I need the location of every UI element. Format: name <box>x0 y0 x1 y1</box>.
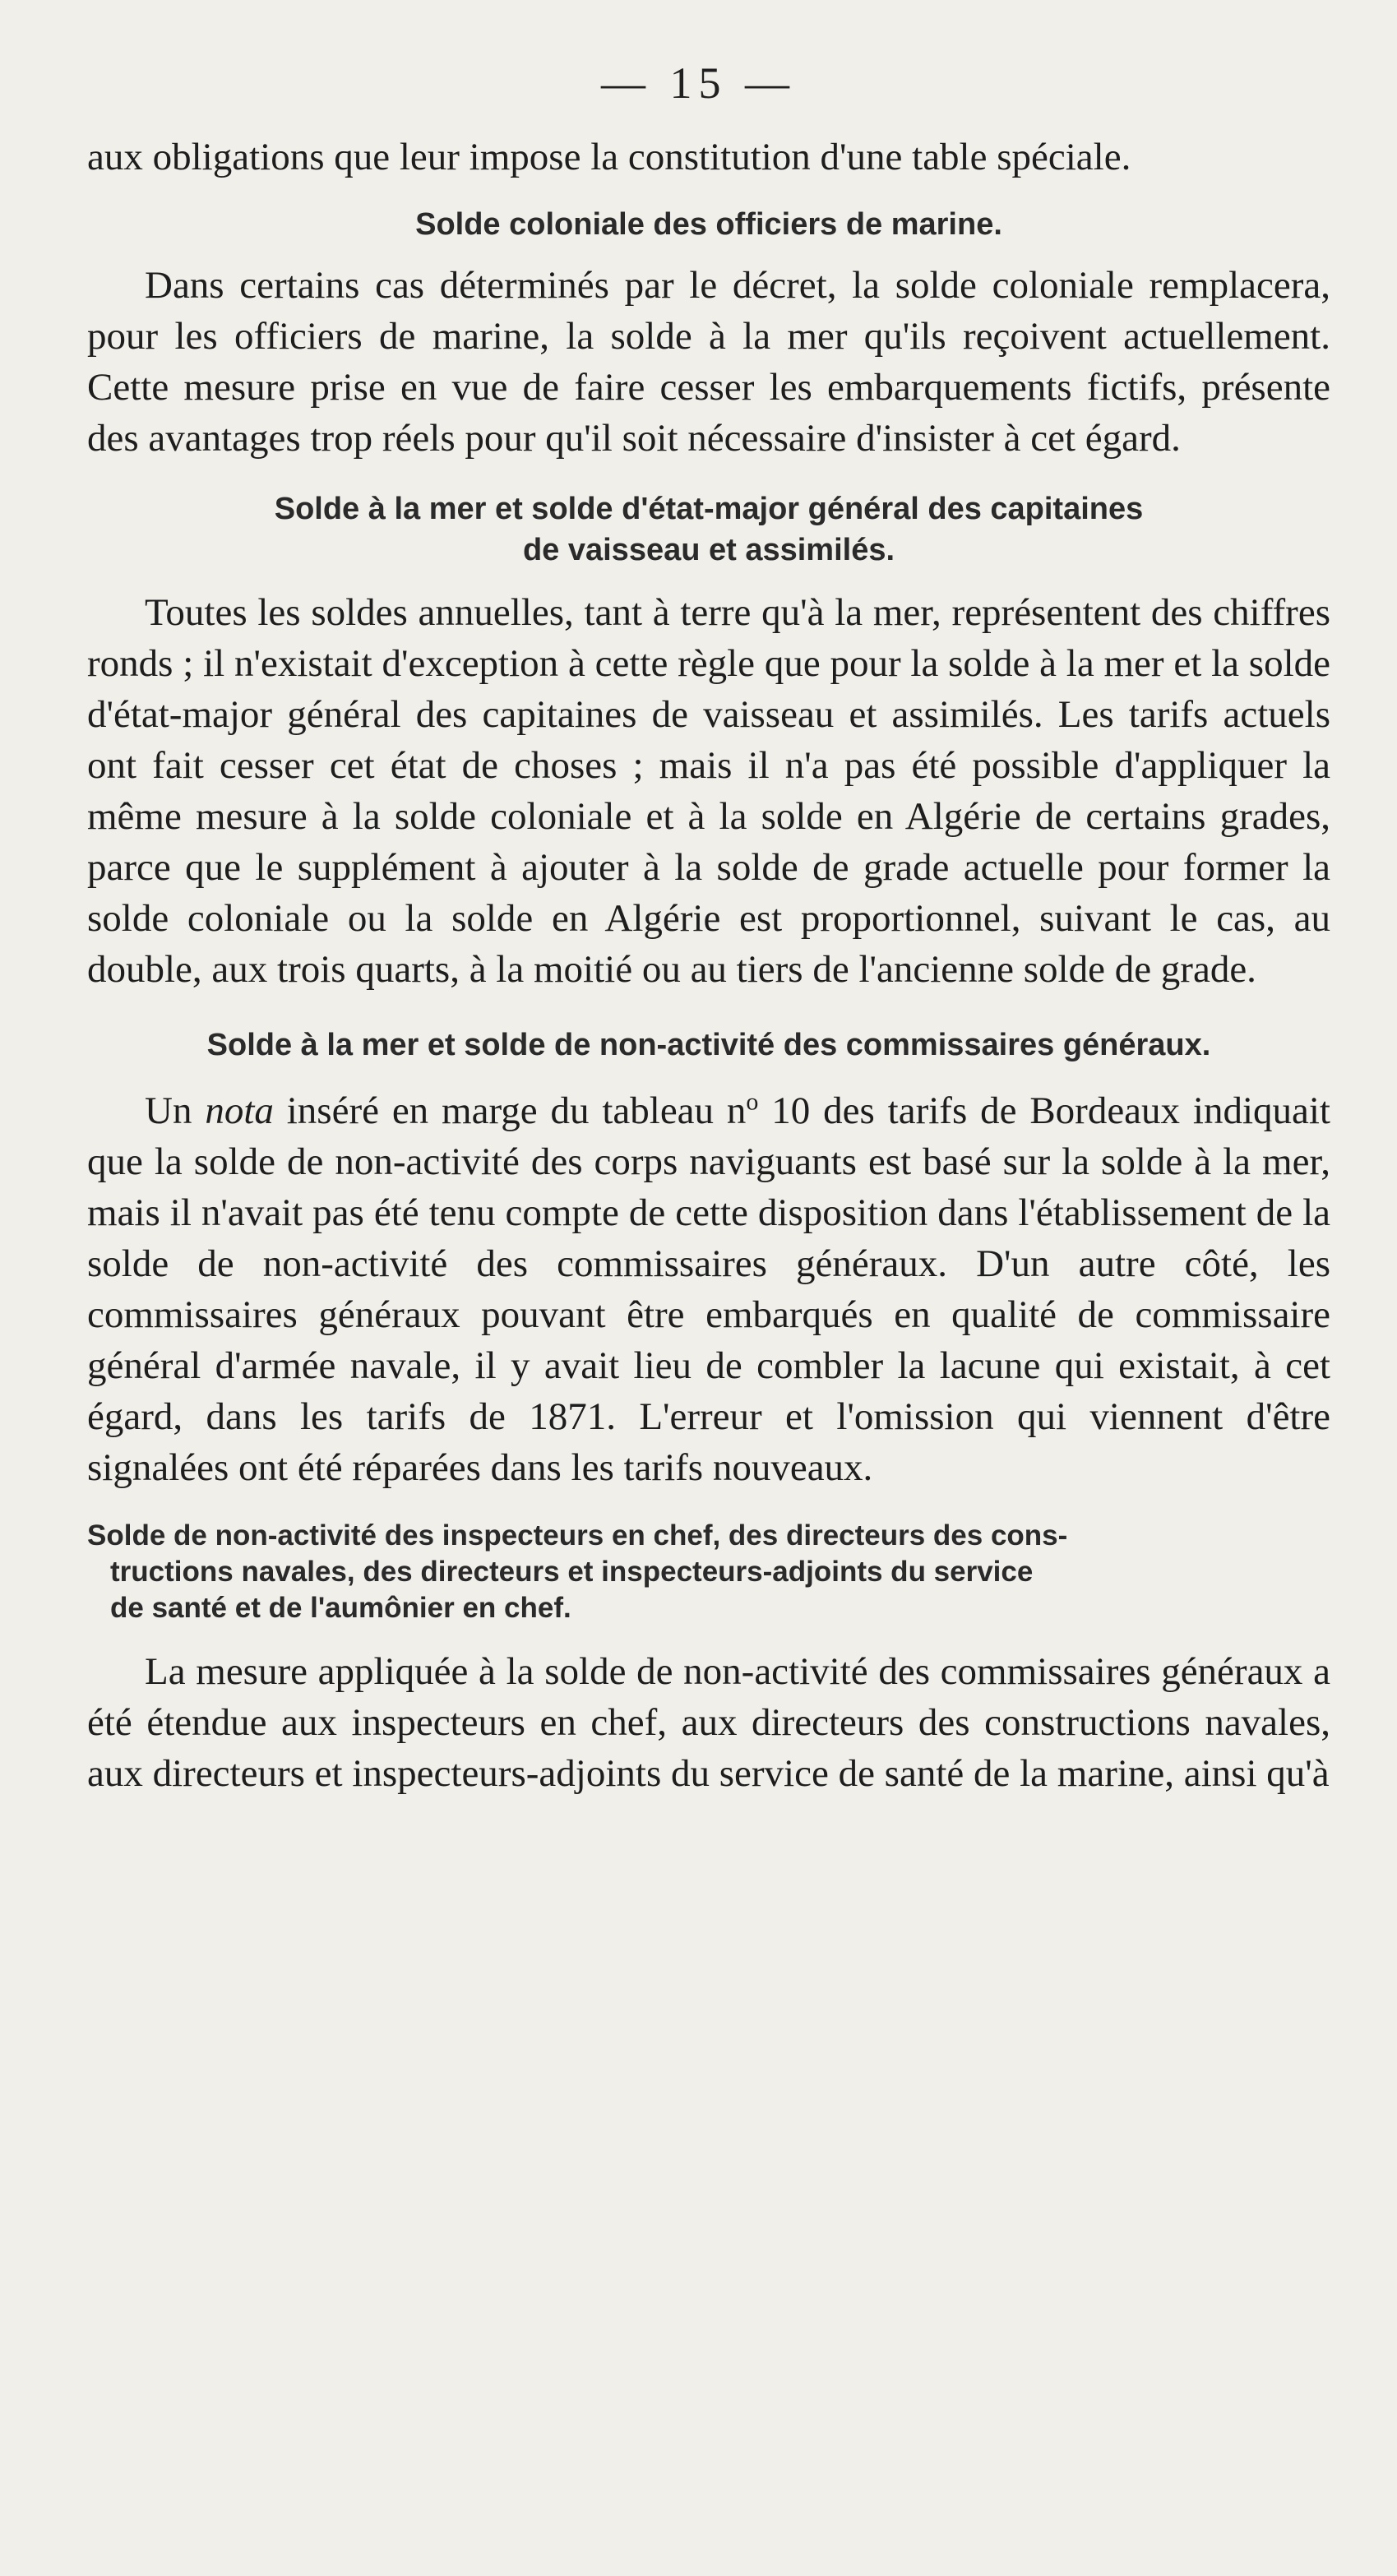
paragraph-commissaires-generaux <box>87 1085 1330 1493</box>
heading-solde-coloniale: Solde coloniale des officiers de marine. <box>415 207 1002 242</box>
heading-solde-mer-etat-major <box>87 488 1330 571</box>
heading-solde-mer-line-2: de vaisseau et assimilés. <box>522 533 895 567</box>
numero-superscript: o <box>746 1088 759 1116</box>
paragraph-solde-coloniale: Dans certains cas déterminés par le décret, la solde coloniale remplacera, pour les officiers de marine, la solde à la mer qu'ils reçoivent actuellement. Cette mesure prise en vue de faire cesser les embarquements fictifs, présente des avantages trop réels pour qu'il soit nécessaire d'insister à cet égard. <box>87 264 1330 460</box>
heading-commissaires-generaux: Solde à la mer et solde de non-activité des commissaires généraux. <box>206 1028 1211 1062</box>
page-body <box>87 132 1330 1799</box>
intro-paragraph: aux obligations que leur impose la constitution d'une table spéciale. <box>87 136 1131 178</box>
heading-inspecteurs-line-3: de santé et de l'aumônier en chef. <box>110 1592 571 1624</box>
paragraph-solde-mer: Toutes les soldes annuelles, tant à terre qu'à la mer, représentent des chiffres ronds ; il n'existait d'exception à cette règle que pour la solde à la mer et la solde d'état-major général des capitaines de vaisseau et assimilés. Les tarifs actuels ont fait cesser cet état de choses ; mais il n'a pas été possible d'appliquer la même mesure à la solde coloniale et à la solde en Algérie de certains grades, parce que le supplément à ajouter à la solde de grade actuelle pour former la solde coloniale ou la solde en Algérie est proportionnel, suivant le cas, au double, aux trois quarts, à la moitié ou au tiers de l'ancienne solde de grade. <box>87 591 1330 991</box>
nota-italic-word: nota <box>205 1089 274 1132</box>
paragraph-inspecteurs: La mesure appliquée à la solde de non-activité des commissaires généraux a été étendue aux inspecteurs en chef, aux directeurs des constructions navales, aux directeurs et inspecteurs-adjoints du service de santé de la marine, ainsi qu'à <box>87 1650 1330 1795</box>
heading-inspecteurs-line-1: Solde de non-activité des inspecteurs en chef, des directeurs des cons- <box>87 1519 1068 1552</box>
heading-inspecteurs-line-2: tructions navales, des directeurs et inspecteurs-adjoints du service <box>110 1556 1034 1588</box>
paragraph-commissaires-text-2: inséré en marge du tableau n <box>273 1089 747 1132</box>
paragraph-commissaires-text-3: 10 des tarifs de Bordeaux indiquait que la solde de non-activité des corps naviguants est basé sur la solde à la mer, mais il n'avait pas été tenu compte de cette disposition dans l'établissement de la solde de non-activité des commissaires généraux. D'un autre côté, les commissaires généraux pouvant être embarqués en qualité de commissaire général d'armée navale, il y avait lieu de combler la lacune qui existait, à cet égard, dans les tarifs de 1871. L'erreur et l'omission qui viennent d'être signalées ont été réparées dans les tarifs nouveaux. <box>87 1089 1330 1489</box>
heading-inspecteurs <box>87 1518 1330 1626</box>
heading-solde-mer-line-1: Solde à la mer et solde d'état-major général des capitaines <box>274 492 1144 526</box>
paragraph-commissaires-text-1: Un <box>145 1089 206 1132</box>
page-number: — 15 — <box>601 58 796 108</box>
